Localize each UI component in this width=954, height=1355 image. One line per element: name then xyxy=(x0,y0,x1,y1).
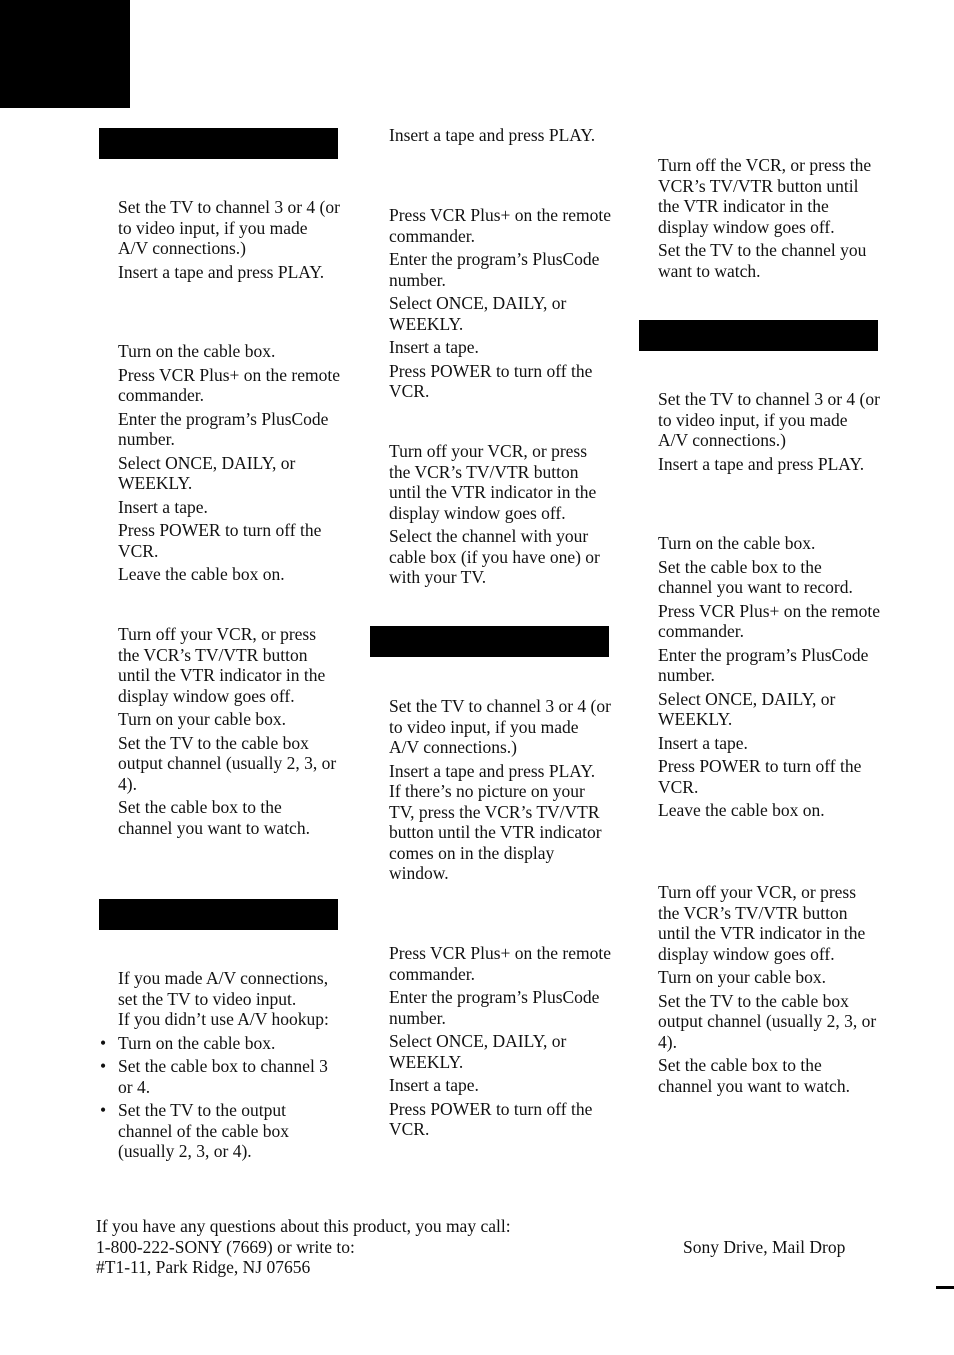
column-2-group-b xyxy=(389,205,611,405)
step: Set the TV to channel 3 or 4 (or to video input, if you made A/V connections.) xyxy=(658,389,880,450)
bullet-text: Turn on the cable box. xyxy=(118,1032,276,1053)
step: Press POWER to turn off the VCR. xyxy=(118,520,322,561)
step: Insert a tape. xyxy=(658,732,748,753)
step: Turn on your cable box. xyxy=(118,709,287,729)
footer-contact xyxy=(96,1216,656,1278)
step: Turn off your VCR, or press the VCR’s TV/VTR button until the VTR indicator in the display window goes off. xyxy=(658,882,866,964)
step: Press VCR Plus+ on the remote commander. xyxy=(658,600,880,641)
step: Set the cable box to the channel you want to record. xyxy=(658,556,853,597)
step: Turn on the cable box. xyxy=(118,341,276,361)
step: Press POWER to turn off the VCR. xyxy=(389,1098,593,1139)
step: Select ONCE, DAILY, or WEEKLY. xyxy=(658,688,836,729)
column-1-group-b xyxy=(118,341,340,588)
step: Insert a tape. xyxy=(389,1075,479,1095)
column-1-group-a xyxy=(118,197,340,285)
corner-tab-block xyxy=(0,0,130,108)
step: Select ONCE, DAILY, or WEEKLY. xyxy=(389,1031,567,1072)
step: Select the channel with your cable box (if you have one) or with your TV. xyxy=(389,526,600,587)
step: Insert a tape. xyxy=(389,337,479,357)
step: Insert a tape. xyxy=(118,496,208,517)
step: Press POWER to turn off the VCR. xyxy=(658,756,862,797)
bullet-text: Set the TV to the output channel of the cable box (usually 2, 3, or 4). xyxy=(118,1100,290,1161)
footer-line: If you have any questions about this product, you may call: xyxy=(96,1216,511,1236)
column-1-group-c xyxy=(118,624,340,841)
step: Press VCR Plus+ on the remote commander. xyxy=(389,205,611,246)
column-2-group-a xyxy=(389,125,611,149)
step: Set the cable box to the channel you want to watch. xyxy=(118,797,310,838)
column-1-group-d xyxy=(100,968,340,1165)
footer-line: 1-800-222-SONY (7669) or write to: xyxy=(96,1236,355,1257)
step: Set the TV to channel 3 or 4 (or to video input, if you made A/V connections.) xyxy=(118,197,340,258)
column-2-group-d xyxy=(389,696,611,887)
section-header-bar-4 xyxy=(639,320,878,351)
bullet-glyph: • xyxy=(100,1032,107,1053)
step: Enter the program’s PlusCode number. xyxy=(389,249,600,290)
step: Turn off your VCR, or press the VCR’s TV/VTR button until the VTR indicator in the display window goes off. xyxy=(118,624,326,706)
step: Insert a tape and press PLAY. xyxy=(658,453,865,474)
step: Leave the cable box on. xyxy=(658,800,825,820)
bullet-glyph: • xyxy=(100,1100,107,1120)
section-header-bar-3 xyxy=(370,626,609,657)
step: Select ONCE, DAILY, or WEEKLY. xyxy=(118,452,296,493)
footer-address-right: Sony Drive, Mail Drop xyxy=(683,1237,846,1257)
step: Enter the program’s PlusCode number. xyxy=(389,987,600,1028)
step: Press POWER to turn off the VCR. xyxy=(389,360,593,401)
bullet-item xyxy=(100,1100,340,1162)
step: Turn on the cable box. xyxy=(658,533,816,553)
step: Turn on your cable box. xyxy=(658,967,827,987)
column-3-group-b xyxy=(658,389,880,477)
step: Set the TV to the cable box output channel (usually 2, 3, or 4). xyxy=(658,990,877,1052)
step: Insert a tape and press PLAY. If there’s no picture on your TV, press the VCR’s TV/VTR button until the VTR indicator comes on in the display window. xyxy=(389,760,602,883)
column-2-group-e xyxy=(389,943,611,1143)
step: Leave the cable box on. xyxy=(118,564,285,584)
step: Press VCR Plus+ on the remote commander. xyxy=(118,364,340,405)
column-3-group-c xyxy=(658,533,880,824)
section-header-bar-1 xyxy=(99,128,338,159)
step: Turn off the VCR, or press the VCR’s TV/VTR button until the VTR indicator in the display window goes off. xyxy=(658,155,872,237)
step: If you made A/V connections, set the TV to video input. xyxy=(118,968,329,1009)
bullet-text: Set the cable box to channel 3 or 4. xyxy=(118,1056,328,1097)
column-2-group-c xyxy=(389,441,611,591)
bullet-item xyxy=(100,1032,340,1054)
step: Select ONCE, DAILY, or WEEKLY. xyxy=(389,293,567,334)
step: Set the TV to the channel you want to watch. xyxy=(658,240,867,281)
step: Insert a tape and press PLAY. xyxy=(118,261,325,282)
step: Enter the program’s PlusCode number. xyxy=(658,644,869,685)
page-edge-mark xyxy=(936,1286,954,1289)
step: Set the TV to the cable box output channel (usually 2, 3, or 4). xyxy=(118,732,337,794)
step: Enter the program’s PlusCode number. xyxy=(118,408,329,449)
step: Set the TV to channel 3 or 4 (or to video input, if you made A/V connections.) xyxy=(389,696,611,757)
step: Set the cable box to the channel you want to watch. xyxy=(658,1055,850,1096)
bullet-glyph: • xyxy=(100,1056,107,1076)
column-3-group-d xyxy=(658,882,880,1099)
section-header-bar-2 xyxy=(99,899,338,930)
step: Insert a tape and press PLAY. xyxy=(389,125,596,145)
step: Turn off your VCR, or press the VCR’s TV/VTR button until the VTR indicator in the display window goes off. xyxy=(389,441,597,523)
column-3-group-a xyxy=(658,155,880,284)
step: If you didn’t use A/V hookup: xyxy=(118,1009,329,1029)
step: Press VCR Plus+ on the remote commander. xyxy=(389,943,611,984)
footer-line: #T1-11, Park Ridge, NJ 07656 xyxy=(96,1257,311,1277)
bullet-item xyxy=(100,1056,340,1097)
